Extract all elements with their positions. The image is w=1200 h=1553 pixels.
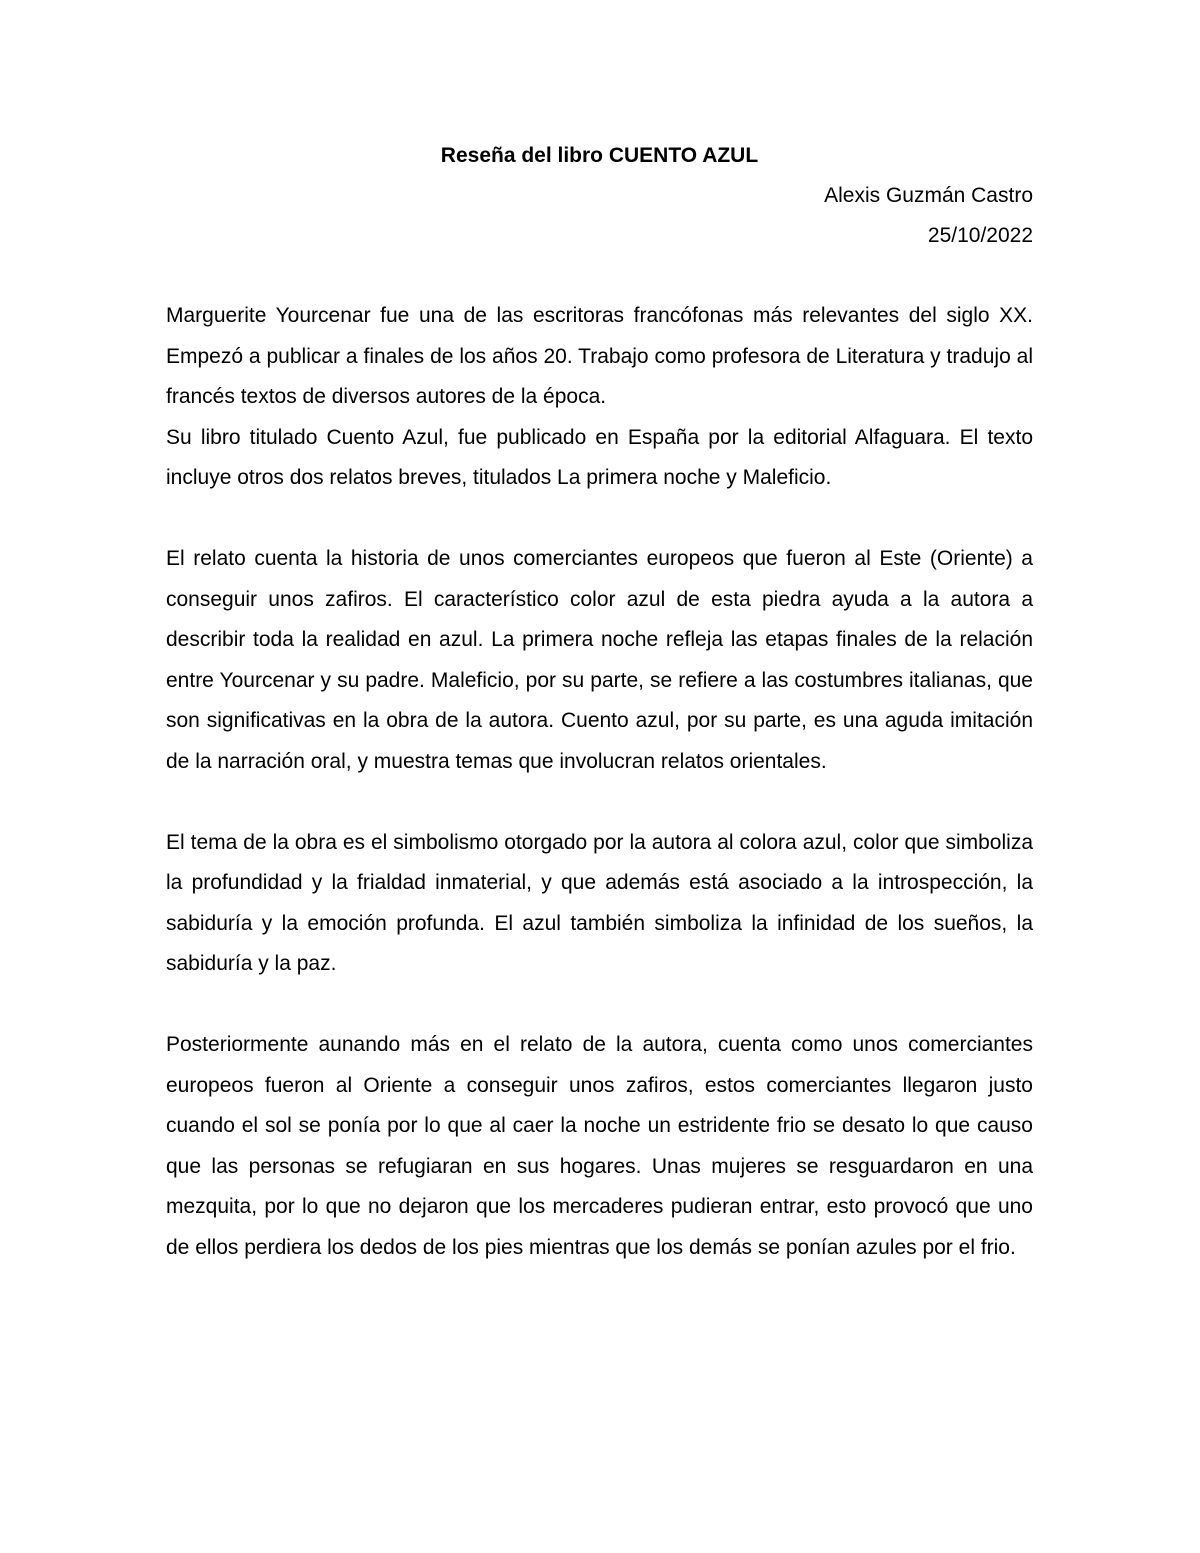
- spacer: [166, 499, 1033, 540]
- document-title: Reseña del libro CUENTO AZUL: [440, 144, 759, 167]
- paragraph-plot-detail: Posteriormente aunando más en el relato de la autora, cuenta como unos comerciantes europeos fueron al Oriente a conseguir unos zafiros, estos comerciantes llegaron justo cuando el sol se ponía por lo que al caer la noche un estridente frio se desato lo que causo que las personas se refugiaran en sus hogares. Unas mujeres se resguardaron en una mezquita, por lo que no dejaron que los mercaderes pudieran entrar, esto provocó que uno de ellos perdiera los dedos de los pies mientras que los demás se ponían azules por el frio.: [166, 1033, 1033, 1259]
- spacer: [166, 782, 1033, 823]
- document-date: 25/10/2022: [927, 224, 1033, 247]
- document-body: [166, 296, 1033, 1268]
- paragraph-theme: El tema de la obra es el simbolismo otorgado por la autora al colora azul, color que simboliza la profundidad y la frialdad inmaterial, y que además está asociado a la introspección, la sabiduría y la emoción profunda. El azul también simboliza la infinidad de los sueños, la sabiduría y la paz.: [166, 830, 1033, 975]
- paragraph-story-summary: El relato cuenta la historia de unos comerciantes europeos que fueron al Este (Oriente) a conseguir unos zafiros. El característico color azul de esta piedra ayuda a la autora a describir toda la realidad en azul. La primera noche refleja las etapas finales de la relación entre Yourcenar y su padre. Maleficio, por su parte, se refiere a las costumbres italianas, que son significativas en la obra de la autora. Cuento azul, por su parte, es una aguda imitación de la narración oral, y muestra temas que involucran relatos orientales.: [166, 547, 1033, 773]
- spacer: [166, 256, 1033, 296]
- spacer: [166, 985, 1033, 1026]
- paragraph-intro-author: Marguerite Yourcenar fue una de las escritoras francófonas más relevantes del siglo XX. Empezó a publicar a finales de los años 20. Trabajo como profesora de Literatura y tradujo al francés textos de diversos autores de la época.: [166, 304, 1033, 408]
- document-content: [166, 136, 1033, 1268]
- author-name: Alexis Guzmán Castro: [824, 184, 1033, 207]
- paragraph-book-publication: Su libro titulado Cuento Azul, fue publicado en España por la editorial Alfaguara. El texto incluye otros dos relatos breves, titulados La primera noche y Maleficio.: [166, 425, 1033, 489]
